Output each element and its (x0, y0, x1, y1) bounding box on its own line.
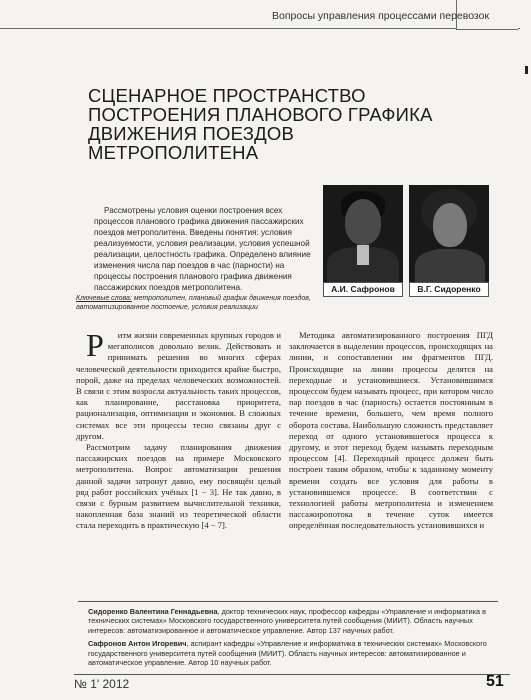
page-edge-mark (525, 66, 528, 74)
keywords-text: метрополитен, плановый график движения поездов, автоматизированное постоение, условия реализации (76, 295, 311, 311)
body-column-left (76, 327, 281, 532)
author-photo-safronov (323, 185, 403, 282)
article-title: СЦЕНАРНОЕ ПРОСТРАНСТВО ПОСТРОЕНИЯ ПЛАНОВОГО ГРАФИКА ДВИЖЕНИЯ ПОЕЗДОВ МЕТРОПОЛИТЕНА (88, 85, 433, 163)
body-column-right (289, 330, 493, 532)
paragraph: Методика автоматизированного построения ПГД заключается в выделении процессов, происходящих на линии, и сопоставлении им фрагментов ПГД. Происходящие на линии процессы делятся на переходные и установившиеся. Установившимся процессом будем называть процесс, при котором число пар поездов в час (парность) остается постоянным в течение времени, большего, чем время полного оборота состава. Наибольшую сложность представляет переход от одного установившегося процесса к другому, и этот переход будем называть переходным процессом [4]. Переходный процесс должен быть построен таким образом, чтобы к заданному моменту времени создать все условия для работы в установившемся процессе. В соответствии с технологией работы метрополитена и изменением пассажиропотока в течение суток имеется определённая последовательность установившихся и (289, 330, 493, 531)
author-info (88, 607, 498, 671)
authors-divider (78, 601, 498, 602)
running-header: Вопросы управления процессами перевозок (272, 10, 490, 22)
keywords (76, 294, 336, 312)
drop-cap: Р (86, 327, 104, 363)
author-name: Сафронов Антон Игоревич (88, 639, 187, 649)
author-name: Сидоренко Валентина Геннадьевна (88, 607, 218, 616)
author-bio: Сафронов Антон Игоревич, аспирант кафедры «Управление и информатика в технических системах» Московского государственного университета путей сообщения (МИИТ). Область научных интересов: автоматизированное и автоматическое управление. Автор 10 научных работ. (88, 639, 487, 668)
photo-caption-1: А.И. Сафронов (323, 282, 403, 297)
header-rule (0, 28, 520, 29)
footer-rule (74, 674, 510, 675)
paragraph: Рассмотрим задачу планирования движения пассажирских поездов на примере Московского метрополитена. Вопрос автоматизации решения данной задачи затронут давно, ему посвящён целый ряд работ российских учёных [1 − 3]. Не так давно, в связи с бурным развитием вычислительной техники, накопленная база знаний из теоретической области стала переходить в практическую [4 − 7]. (76, 442, 281, 531)
keywords-label: Ключевые слова: (76, 295, 132, 302)
photo-caption-2: В.Г. Сидоренко (409, 282, 489, 297)
issue-number: № 1' 2012 (74, 677, 130, 691)
abstract (94, 205, 316, 293)
page-number: 51 (486, 673, 504, 690)
author-bio: Сидоренко Валентина Геннадьевна, доктор технических наук, профессор кафедры «Управление и информатика в технических системах» Московского государственного университета путей сообщения (МИИТ). Область научных интересов: автоматизированное и автоматическое управление. Автор 137 научных работ. (88, 607, 487, 635)
author-photo-sidorenko (409, 185, 489, 282)
paragraph: Р итм жизни современных крупных городов и мегаполисов довольно велик. Действовать и принимать решения во многих сферах человеческой деятельности приходится крайне быстро, порой, даже на пределах человеческих возможностей. В связи с этим возросла актуальность таких процессов, как планирование, расстановка приоритета, рационализация, оптимизация и экономия. В сложных системах все эти процессы тесно связаны друг с другом. (76, 327, 281, 441)
abstract-text: Рассмотрены условия оценки построения всех процессов планового графика движения пассажирских поездов метрополитена. Введены понятия: условия реализуемости, условия реализации, условия успешной реализации, целостность графика. Определено влияние изменения числа пар поездов в час (парности) на процессы построения планового графика движения пассажирских поездов метрополитена. (94, 206, 311, 292)
